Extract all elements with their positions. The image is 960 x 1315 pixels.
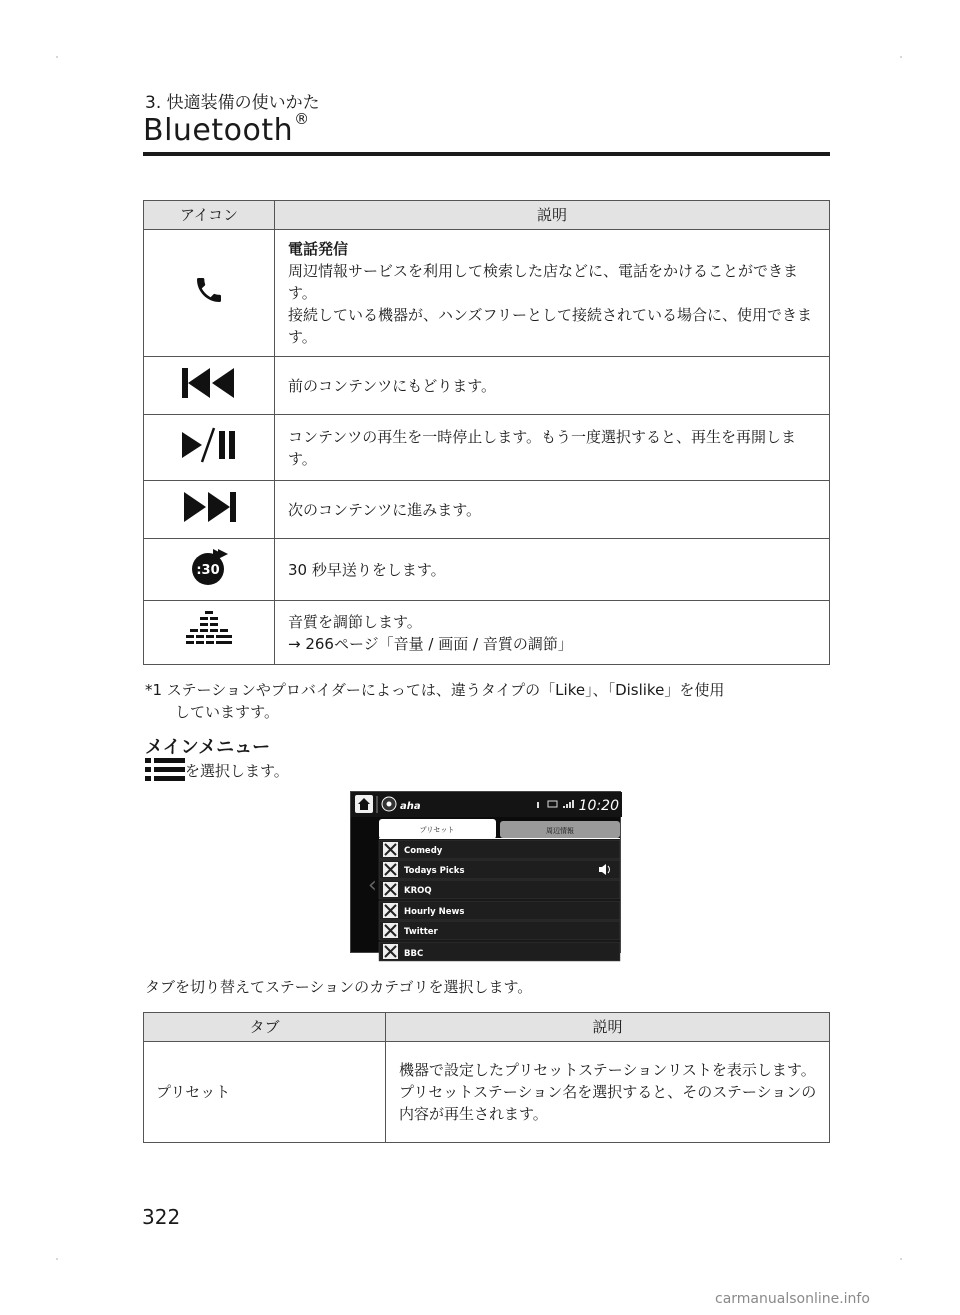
row-desc: 30 秒早送りをします。: [288, 560, 446, 579]
row-title: 電話発信: [288, 240, 349, 258]
description-cell: [386, 1042, 830, 1143]
row-desc: 周辺情報サービスを利用して検索した店などに、電話をかけることができます。: [288, 262, 799, 302]
list-item[interactable]: [379, 901, 620, 920]
tab-table: [143, 1012, 830, 1143]
list-item[interactable]: [379, 942, 620, 961]
play-pause-icon: [180, 426, 238, 464]
table-row: [144, 481, 830, 539]
table-row: [144, 415, 830, 481]
crop-mark: [56, 56, 58, 58]
station-name: Todays Picks: [404, 866, 465, 876]
page-number: 322: [142, 1205, 181, 1229]
icon-cell: [144, 601, 275, 665]
registered-mark: ®: [294, 110, 310, 128]
forward-30-icon: [189, 547, 229, 587]
table-row: [144, 230, 830, 357]
list-item[interactable]: [379, 840, 620, 859]
list-item[interactable]: [379, 860, 620, 879]
row-desc: 前のコンテンツにもどります。: [288, 376, 497, 395]
tab-column-header: タブ: [144, 1013, 386, 1042]
description-cell: [275, 357, 830, 415]
row-desc: 接続している機器が、ハンズフリーとして接続されている場合に、使用できます。: [288, 306, 812, 346]
back-chevron-icon[interactable]: ‹: [368, 873, 377, 898]
icon-cell: [144, 481, 275, 539]
description-cell: [275, 601, 830, 665]
row-desc: コンテンツの再生を一時停止します。もう一度選択すると、再生を再開します。: [288, 427, 797, 468]
footnote-line: していますす。: [175, 703, 279, 721]
clock: 10:20: [578, 798, 619, 814]
description-column-header: 説明: [386, 1013, 830, 1042]
footnote: [145, 679, 830, 723]
icon-column-header: アイコン: [144, 201, 275, 230]
section-title-text: Bluetooth: [143, 113, 294, 148]
crop-mark: [56, 1258, 58, 1260]
list-item[interactable]: [379, 880, 620, 899]
table-row: [144, 357, 830, 415]
tab-caption: タブを切り替えてステーションのカテゴリを選択します。: [145, 978, 533, 996]
crop-mark: [900, 56, 902, 58]
icon-cell: [144, 357, 275, 415]
station-name: KROQ: [404, 886, 432, 896]
station-list: [379, 840, 620, 961]
home-icon[interactable]: [355, 795, 373, 813]
station-name: Comedy: [404, 846, 443, 856]
crop-mark: [900, 1258, 902, 1260]
section-title: [143, 110, 310, 148]
chapter-heading: 3. 快適装備の使いかた: [145, 93, 320, 113]
description-cell: [275, 539, 830, 601]
icon-cell: [144, 415, 275, 481]
table-row: [144, 539, 830, 601]
description-cell: [275, 230, 830, 357]
tab-nearby-label: 周辺情報: [546, 827, 574, 835]
app-name: aha: [400, 801, 421, 812]
list-menu-icon: [145, 758, 185, 782]
description-cell: [275, 415, 830, 481]
forward-30-label: :30: [196, 562, 220, 578]
row-desc: 機器で設定したプリセットステーションリストを表示します。: [399, 1061, 816, 1079]
equalizer-icon: [186, 611, 232, 649]
station-name: Twitter: [404, 927, 438, 937]
description-cell: [275, 481, 830, 539]
device-screen: [350, 791, 621, 959]
phone-icon: [193, 274, 225, 306]
screen-graphic: [351, 792, 622, 959]
tab-presets-label: プリセット: [419, 826, 455, 834]
tab-name-cell: プリセット: [144, 1042, 386, 1143]
station-name: Hourly News: [404, 907, 465, 917]
icon-cell: [144, 230, 275, 357]
description-column-header: 説明: [275, 201, 830, 230]
footnote-line: *1 ステーションやプロバイダーによっては、違うタイプの「Like」、「Dislike」を使用: [145, 681, 725, 699]
table-row: [144, 601, 830, 665]
aha-logo-icon: [382, 797, 396, 811]
table-row: [144, 1042, 830, 1143]
row-desc: プリセットステーション名を選択すると、そのステーションの内容が再生されます。: [399, 1083, 817, 1123]
main-menu-instruction-text: を選択します。: [185, 761, 289, 780]
row-desc: → 266ページ「音量 / 画面 / 音質の調節」: [288, 634, 573, 653]
skip-forward-icon: [182, 492, 236, 522]
icon-cell: [144, 539, 275, 601]
row-desc: 音質を調節します。: [288, 612, 422, 631]
station-name: BBC: [404, 949, 424, 959]
row-desc: 次のコンテンツに進みます。: [288, 500, 482, 519]
main-menu-instruction: [145, 758, 289, 782]
watermark: carmanualsonline.info: [715, 1291, 870, 1307]
icon-table: [143, 200, 830, 665]
list-item[interactable]: [379, 921, 620, 940]
main-menu-heading: メインメニュー: [145, 737, 271, 758]
skip-back-icon: [182, 368, 236, 398]
title-rule: [143, 152, 830, 156]
